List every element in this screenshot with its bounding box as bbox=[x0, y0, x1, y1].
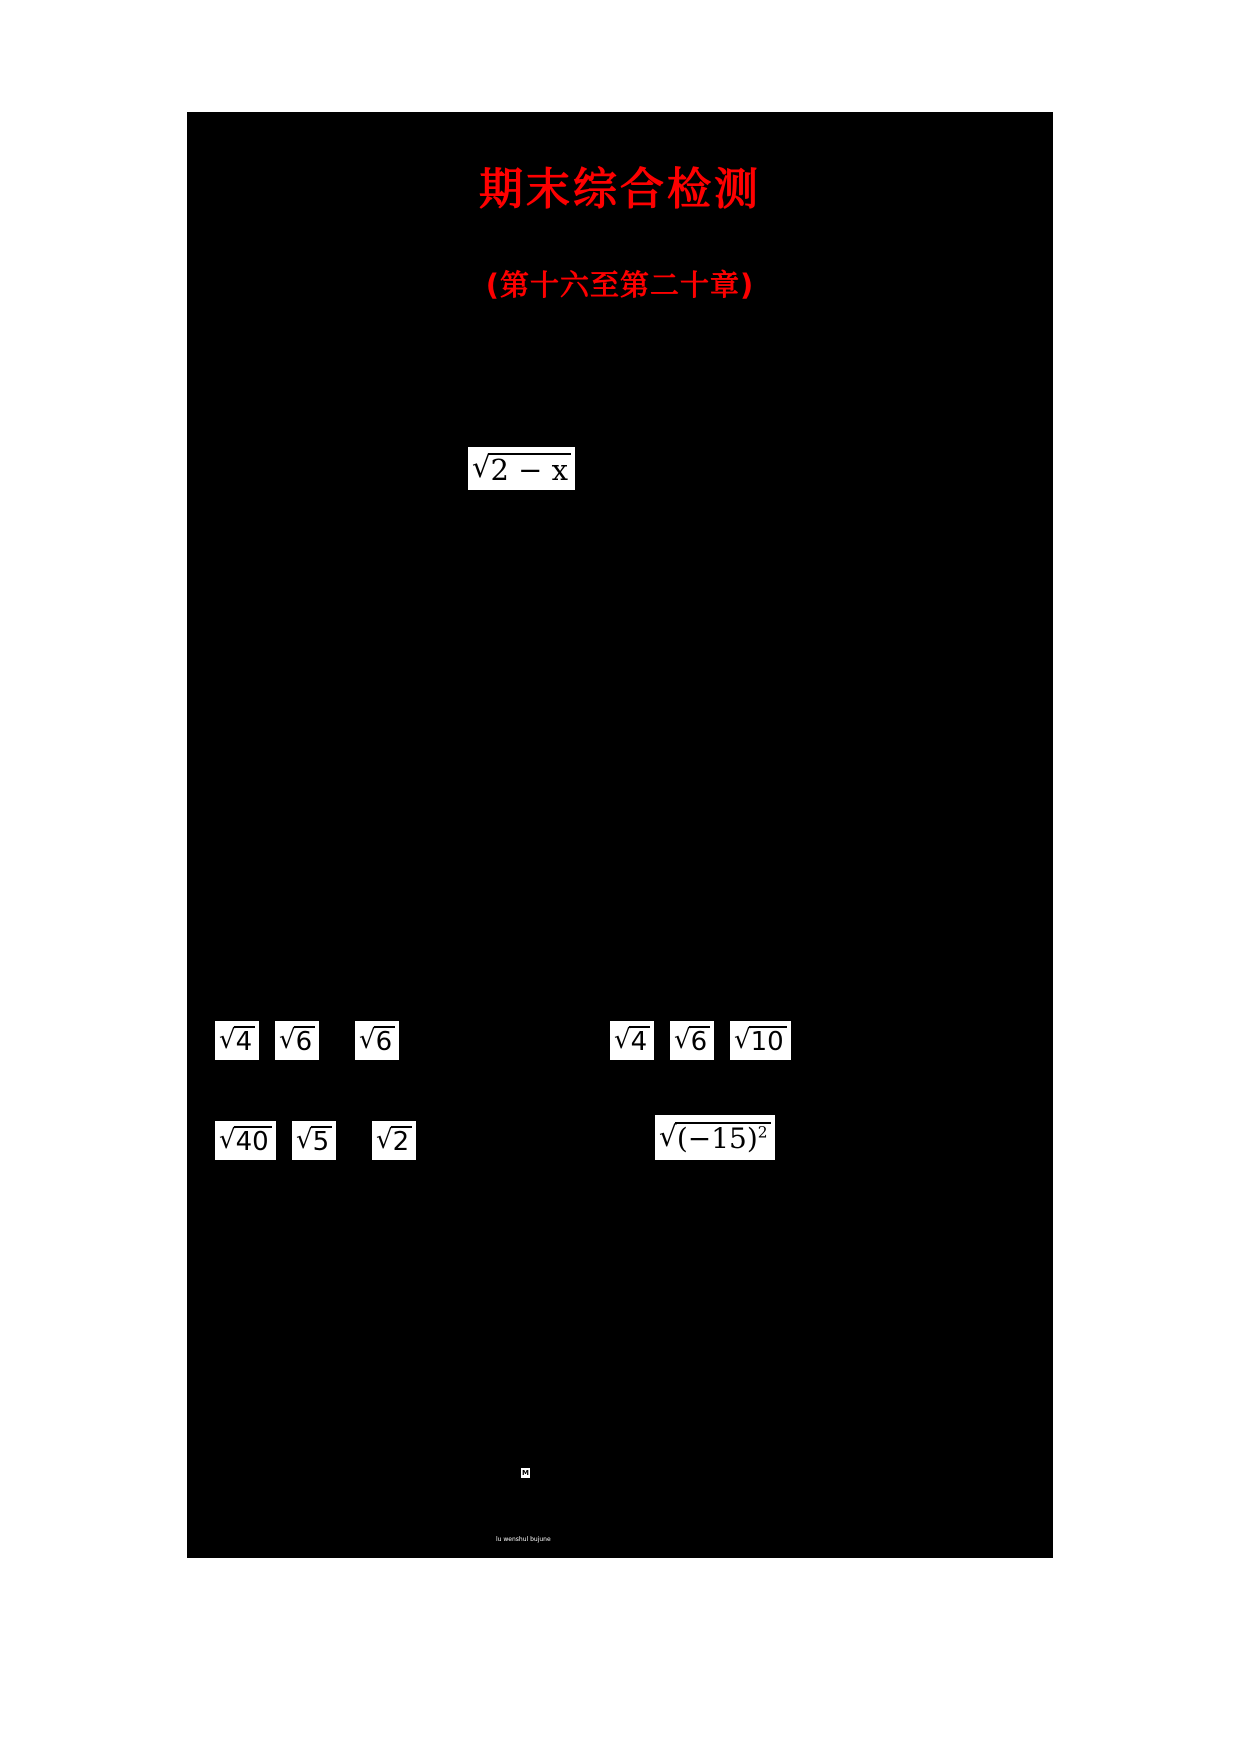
radicand: 4 bbox=[234, 1026, 256, 1055]
formula-sqrt-4 bbox=[215, 1021, 259, 1060]
radical-sign: √ bbox=[219, 1124, 236, 1155]
radicand: 2 bbox=[391, 1126, 413, 1155]
radicand: 4 bbox=[629, 1026, 651, 1055]
radical-sign: √ bbox=[659, 1119, 677, 1153]
page-title: 期末综合检测 bbox=[479, 164, 761, 215]
radicand: 2 − x bbox=[488, 453, 571, 485]
black-content-region bbox=[187, 112, 1053, 1558]
radicand-base: (−15) bbox=[676, 1122, 758, 1155]
watermark-text: lu wenshul bujune bbox=[496, 1536, 551, 1543]
radicand-exponent: 2 bbox=[757, 1123, 768, 1142]
radical-sign: √ bbox=[614, 1024, 631, 1055]
formula-sqrt-6 bbox=[670, 1021, 714, 1060]
formula-sqrt-neg-15-squared bbox=[655, 1115, 775, 1160]
formula-sqrt-2 bbox=[372, 1121, 416, 1160]
radical-sign: √ bbox=[279, 1024, 296, 1055]
radicand bbox=[675, 1122, 771, 1153]
formula-sqrt-6 bbox=[355, 1021, 399, 1060]
formula-sqrt-2-minus-x bbox=[468, 447, 575, 490]
radical-sign: √ bbox=[376, 1124, 393, 1155]
radicand: 6 bbox=[294, 1026, 316, 1055]
radical-sign: √ bbox=[359, 1024, 376, 1055]
radicand: 6 bbox=[689, 1026, 711, 1055]
radicand: 5 bbox=[311, 1126, 333, 1155]
formula-sqrt-10 bbox=[730, 1021, 791, 1060]
radical-sign: √ bbox=[734, 1024, 751, 1055]
formula-sqrt-6 bbox=[275, 1021, 319, 1060]
formula-sqrt-40 bbox=[215, 1121, 276, 1160]
radical-sign: √ bbox=[219, 1024, 236, 1055]
radical-sign: √ bbox=[674, 1024, 691, 1055]
formula-sqrt-5 bbox=[292, 1121, 336, 1160]
radicand: 6 bbox=[374, 1026, 396, 1055]
page-subtitle: (第十六至第二十章) bbox=[485, 268, 755, 302]
tiny-logo-mark: M bbox=[522, 1469, 529, 1477]
radicand: 40 bbox=[234, 1126, 272, 1155]
radical-sign: √ bbox=[296, 1124, 313, 1155]
radical-sign: √ bbox=[472, 450, 491, 484]
radicand: 10 bbox=[749, 1026, 787, 1055]
formula-sqrt-4 bbox=[610, 1021, 654, 1060]
